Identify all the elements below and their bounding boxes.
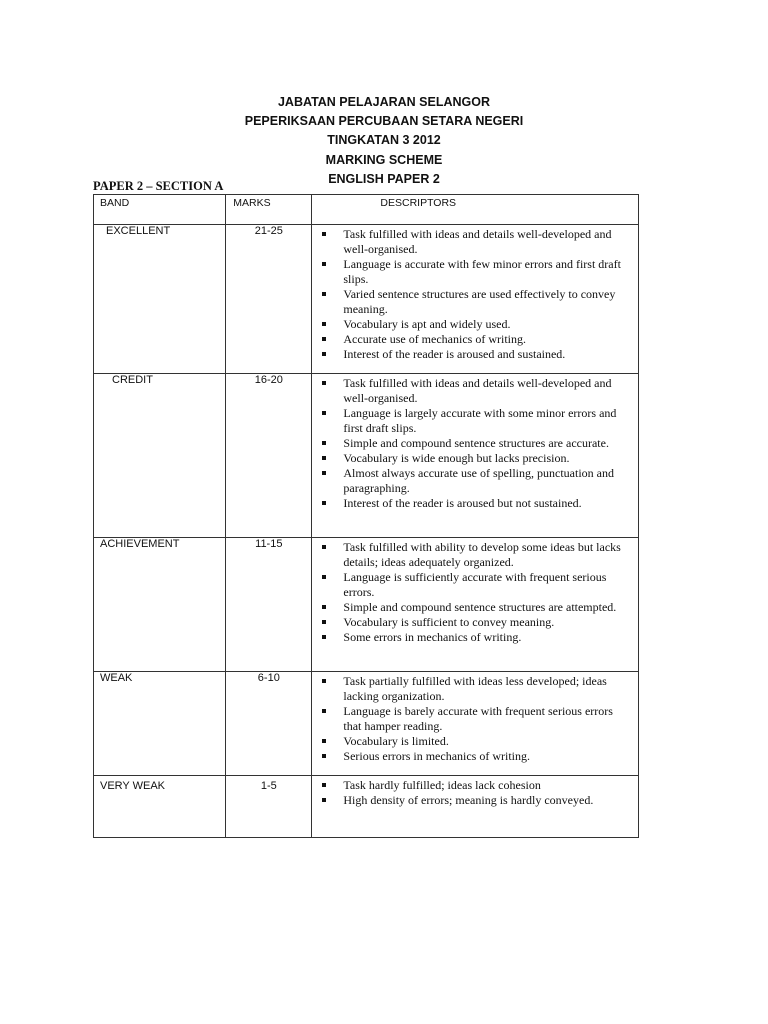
descriptor-text: Task partially fulfilled with ideas less developed; ideas lacking organization.	[343, 674, 607, 703]
descriptor-item	[343, 347, 630, 362]
descriptor-text: Language is sufficiently accurate with frequent serious errors.	[343, 570, 607, 599]
header-descriptors	[312, 195, 639, 225]
band-cell	[94, 374, 226, 538]
descriptor-item	[343, 600, 630, 615]
marking-scheme-table	[93, 194, 639, 838]
descriptor-item	[343, 317, 630, 332]
descriptors-cell	[312, 538, 639, 672]
header-department: JABATAN PELAJARAN SELANGOR	[277, 95, 491, 109]
header-subject: ENGLISH PAPER 2	[328, 171, 440, 186]
descriptor-text: Simple and compound sentence structures are accurate.	[343, 436, 609, 450]
square-bullet-icon	[322, 352, 326, 356]
square-bullet-icon	[322, 471, 326, 475]
marks-range: 21-25	[254, 225, 283, 237]
descriptor-text: Serious errors in mechanics of writing.	[343, 749, 531, 763]
descriptor-item	[343, 793, 630, 808]
descriptor-text: Vocabulary is sufficient to convey meaning.	[343, 615, 555, 629]
descriptor-item	[343, 540, 630, 570]
square-bullet-icon	[322, 545, 326, 549]
header-marks-label: MARKS	[233, 197, 271, 209]
descriptor-item	[343, 630, 630, 645]
marks-cell	[226, 225, 312, 374]
descriptor-text: Almost always accurate use of spelling, punctuation and paragraphing.	[343, 466, 614, 495]
square-bullet-icon	[322, 262, 326, 266]
square-bullet-icon	[322, 292, 326, 296]
square-bullet-icon	[322, 739, 326, 743]
descriptor-item	[343, 704, 630, 734]
document-header	[0, 93, 768, 189]
marks-cell	[226, 776, 312, 838]
header-descriptors-label: DESCRIPTORS	[380, 197, 457, 209]
descriptor-item	[343, 615, 630, 630]
descriptors-cell	[312, 225, 639, 374]
descriptor-item	[343, 257, 630, 287]
header-exam-title: PEPERIKSAAN PERCUBAAN SETARA NEGERI	[244, 114, 524, 129]
marks-range: 11-15	[255, 538, 283, 550]
descriptor-text: Accurate use of mechanics of writing.	[343, 332, 526, 346]
descriptor-text: Language is largely accurate with some minor errors and first draft slips.	[343, 406, 617, 435]
descriptor-text: Some errors in mechanics of writing.	[343, 630, 522, 644]
descriptor-item	[343, 674, 630, 704]
descriptors-cell	[312, 374, 639, 538]
square-bullet-icon	[322, 605, 326, 609]
square-bullet-icon	[322, 709, 326, 713]
square-bullet-icon	[322, 337, 326, 341]
square-bullet-icon	[322, 456, 326, 460]
band-label: EXCELLENT	[106, 225, 171, 237]
descriptor-text: Vocabulary is wide enough but lacks precision.	[343, 451, 570, 465]
descriptor-text: Interest of the reader is aroused and sustained.	[343, 347, 566, 361]
descriptor-list	[312, 538, 638, 653]
descriptor-item	[343, 332, 630, 347]
square-bullet-icon	[322, 783, 326, 787]
square-bullet-icon	[322, 232, 326, 236]
descriptor-text: Vocabulary is limited.	[343, 734, 449, 748]
square-bullet-icon	[322, 411, 326, 415]
band-cell	[94, 776, 226, 838]
descriptor-item	[343, 227, 630, 257]
square-bullet-icon	[322, 322, 326, 326]
table-row	[94, 776, 639, 838]
section-title: PAPER 2 – SECTION A	[93, 179, 224, 193]
descriptor-item	[343, 749, 630, 764]
descriptor-text: Task fulfilled with ability to develop some ideas but lacks details; ideas adequately organized.	[343, 540, 621, 569]
descriptor-item	[343, 436, 630, 451]
square-bullet-icon	[322, 501, 326, 505]
square-bullet-icon	[322, 381, 326, 385]
descriptors-cell	[312, 672, 639, 776]
descriptor-list	[312, 776, 638, 816]
marks-range: 16-20	[254, 374, 283, 386]
table-row	[94, 672, 639, 776]
descriptor-text: Language is accurate with few minor errors and first draft slips.	[343, 257, 621, 286]
table-row	[94, 225, 639, 374]
band-label: VERY WEAK	[100, 780, 166, 792]
header-band-label: BAND	[100, 197, 130, 209]
marks-range: 1-5	[260, 780, 277, 792]
table-row	[94, 374, 639, 538]
marks-cell	[226, 538, 312, 672]
header-band	[94, 195, 226, 225]
marks-range: 6-10	[257, 672, 280, 684]
band-label: ACHIEVEMENT	[100, 538, 180, 550]
descriptor-text: Simple and compound sentence structures are attempted.	[343, 600, 617, 614]
square-bullet-icon	[322, 635, 326, 639]
descriptor-list	[312, 672, 638, 772]
descriptor-item	[343, 570, 630, 600]
descriptor-text: Language is barely accurate with frequent serious errors that hamper reading.	[343, 704, 613, 733]
marks-cell	[226, 374, 312, 538]
square-bullet-icon	[322, 798, 326, 802]
descriptor-text: Varied sentence structures are used effectively to convey meaning.	[343, 287, 616, 316]
square-bullet-icon	[322, 754, 326, 758]
descriptor-text: Task fulfilled with ideas and details well-developed and well-organised.	[343, 376, 612, 405]
square-bullet-icon	[322, 441, 326, 445]
descriptor-item	[343, 451, 630, 466]
descriptor-item	[343, 466, 630, 496]
band-cell	[94, 672, 226, 776]
square-bullet-icon	[322, 575, 326, 579]
descriptor-list	[312, 225, 638, 370]
band-label: CREDIT	[112, 374, 153, 386]
header-document-type: MARKING SCHEME	[325, 152, 443, 167]
marks-cell	[226, 672, 312, 776]
header-form-year: TINGKATAN 3 2012	[327, 133, 441, 148]
square-bullet-icon	[322, 620, 326, 624]
descriptor-list	[312, 374, 638, 519]
descriptor-item	[343, 406, 630, 436]
descriptor-text: Vocabulary is apt and widely used.	[343, 317, 511, 331]
descriptor-text: Task fulfilled with ideas and details well-developed and well-organised.	[343, 227, 612, 256]
descriptor-text: Interest of the reader is aroused but not sustained.	[343, 496, 582, 510]
descriptor-item	[343, 734, 630, 749]
descriptor-text: High density of errors; meaning is hardly conveyed.	[343, 793, 594, 807]
band-label: WEAK	[100, 672, 133, 684]
descriptor-text: Task hardly fulfilled; ideas lack cohesion	[343, 778, 541, 792]
band-cell	[94, 538, 226, 672]
descriptor-item	[343, 778, 630, 793]
table-row	[94, 538, 639, 672]
header-marks	[226, 195, 312, 225]
table-header-row	[94, 195, 639, 225]
band-cell	[94, 225, 226, 374]
square-bullet-icon	[322, 679, 326, 683]
descriptor-item	[343, 376, 630, 406]
descriptors-cell	[312, 776, 639, 838]
descriptor-item	[343, 496, 630, 511]
descriptor-item	[343, 287, 630, 317]
